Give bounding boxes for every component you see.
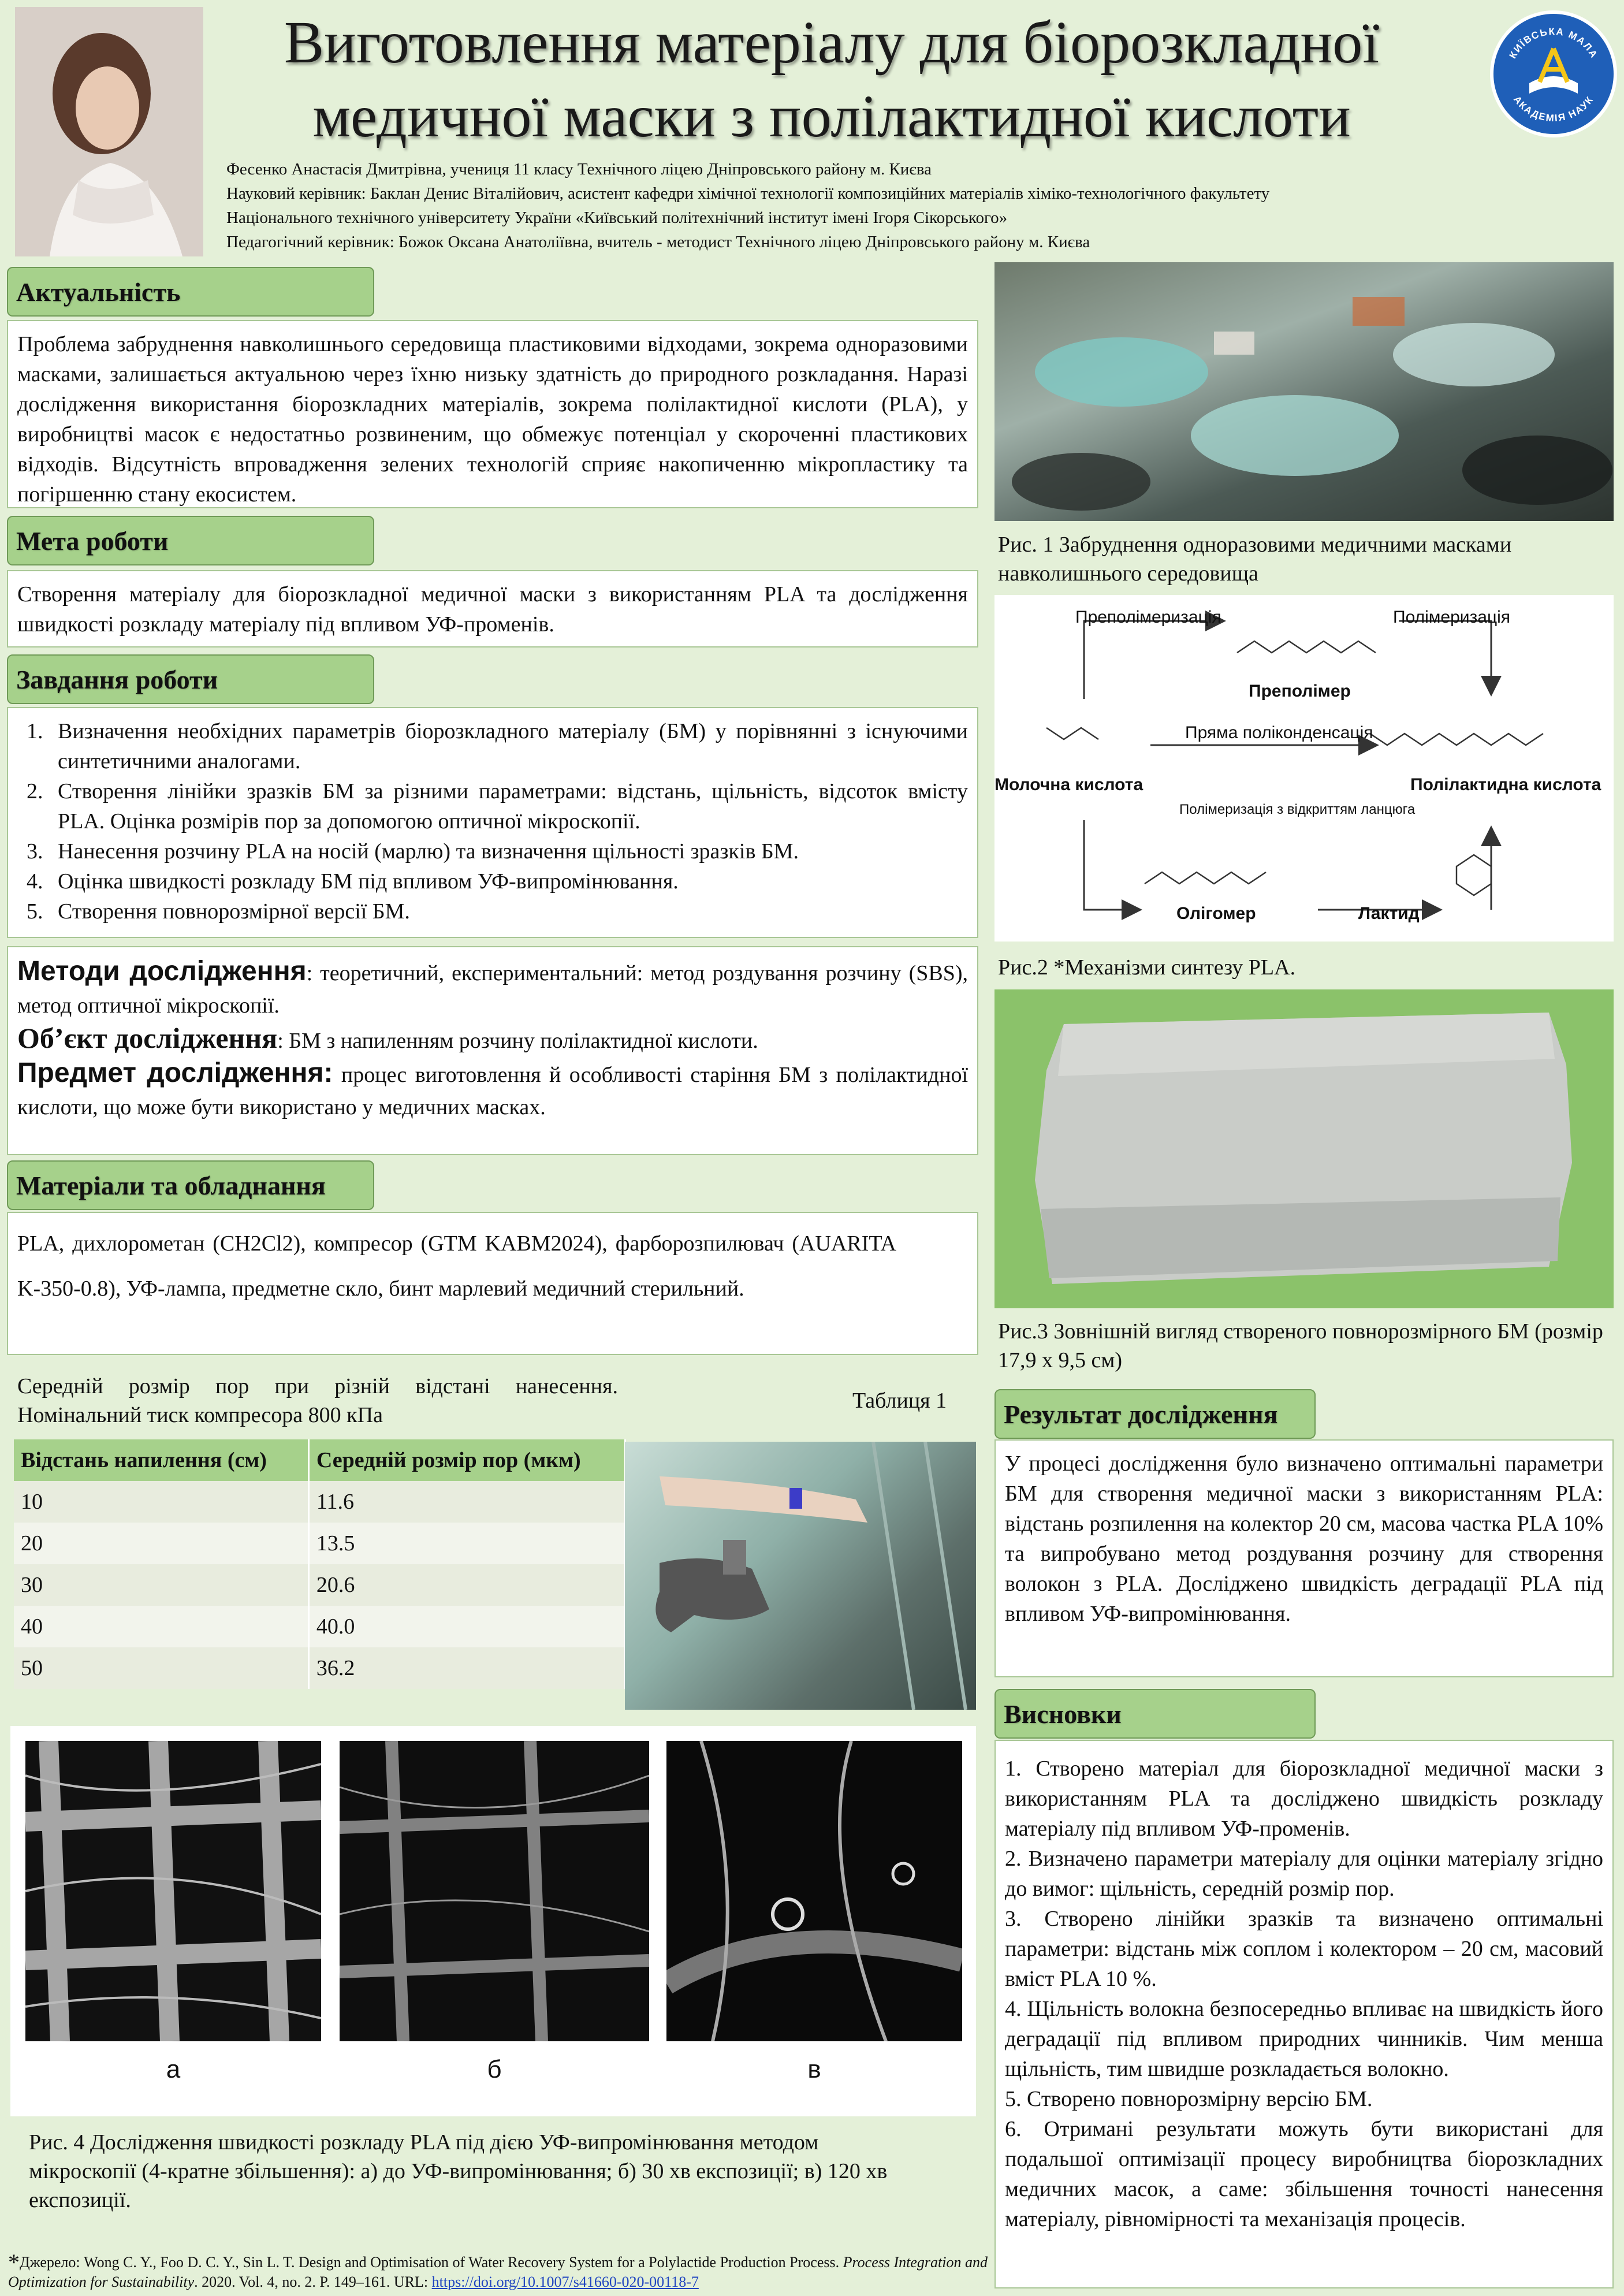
methods-box bbox=[7, 946, 978, 1155]
object-text: : БМ з напиленням розчину полілактидної кислоти. bbox=[277, 1029, 758, 1053]
section-label-conclusions: Висновки bbox=[994, 1689, 1316, 1739]
fig4-caption: Рис. 4 Дослідження швидкості розкладу PLA під дією УФ-випромінювання методом мікроскопії (4-кратне збільшення): а) до УФ-випромінювання; б) 30 хв експозиції; в) 120 хв експозиції. bbox=[29, 2130, 888, 2212]
goal-text: Створення матеріалу для біорозкладної медичної маски з використанням PLA та дослідження швидкості розкладу матеріалу під впливом УФ-променів. bbox=[7, 570, 978, 648]
table-header: Середній розмір пор (мкм) bbox=[308, 1439, 625, 1481]
table-cell: 36.2 bbox=[308, 1647, 625, 1689]
footnote bbox=[8, 2249, 990, 2292]
section-label-materials: Матеріали та обладнання bbox=[7, 1160, 374, 1210]
table-cell: 11.6 bbox=[308, 1481, 625, 1523]
fig2-caption: Рис.2 *Механізми синтезу PLA. bbox=[998, 955, 1296, 980]
fig3-caption: Рис.3 Зовнішній вигляд створеного повнорозмірного БМ (розмір 17,9 х 9,5 см) bbox=[998, 1319, 1603, 1372]
table-cell: 10 bbox=[14, 1481, 308, 1523]
task-item: 3. Нанесення розчину PLA на носій (марлю) та визначення щільності зразків БМ. bbox=[49, 836, 968, 866]
pollution-photo bbox=[994, 262, 1614, 521]
supervisor-line: Науковий керівник: Баклан Денис Віталійович, асистент кафедри хімічної технології композиційних матеріалів хіміко-технологічного факультету bbox=[226, 184, 1270, 203]
conclusion-item: 6. Отримані результати можуть бути використані для подальшої оптимізації процесу виробництва біорозкладних медичних масок, а саме: збільшення точності нанесення матеріалу, рівномірності та механізація процесів. bbox=[1005, 2117, 1603, 2231]
label-direct-polycondensation: Пряма поліконденсація bbox=[1185, 723, 1373, 742]
conclusion-item: 5. Створено повнорозмірну версію БМ. bbox=[1005, 2087, 1373, 2111]
poster-title bbox=[191, 6, 1473, 154]
subject-text: процес виготовлення й особливості старіння БМ з полілактидної кислоти, що може бути використано у медичних масках. bbox=[17, 1063, 969, 1119]
task-item: 5. Створення повнорозмірної версії БМ. bbox=[49, 896, 968, 926]
table-cell: 50 bbox=[14, 1647, 308, 1689]
table-cell: 40 bbox=[14, 1606, 308, 1647]
subject-label: Предмет дослідження: bbox=[17, 1058, 333, 1088]
label-prepolymerization: Преполімеризація bbox=[1075, 608, 1221, 627]
table-row bbox=[14, 1564, 625, 1606]
material-photo bbox=[994, 989, 1614, 1308]
label-polylactic-acid: Полілактидна кислота bbox=[1410, 775, 1601, 794]
conclusion-item: 2. Визначено параметри матеріалу для оцінки матеріалу згідно до вимог: щільність, середній розмір пор. bbox=[1005, 1847, 1603, 1901]
title-line-1: Виготовлення матеріалу для біорозкладної bbox=[284, 9, 1380, 76]
table-cell: 20 bbox=[14, 1523, 308, 1564]
pla-synthesis-scheme bbox=[994, 595, 1614, 942]
section-label-goal: Мета роботи bbox=[7, 516, 374, 565]
label-prepolymer: Преполімер bbox=[1249, 682, 1351, 701]
footnote-text: Джерело: Wong C. Y., Foo D. C. Y., Sin L. T. Design and Optimisation of Water Recovery System for a Polylactide Production Process. bbox=[20, 2254, 843, 2271]
footnote-details: . 2020. Vol. 4, no. 2. P. 149–161. URL: bbox=[194, 2273, 432, 2290]
footnote-doi-link[interactable]: https://doi.org/10.1007/s41660-020-00118-7 bbox=[431, 2273, 699, 2290]
micrograph-c bbox=[666, 1741, 962, 2041]
table1-caption: Середній розмір пор при різній відстані нанесення. Номінальний тиск компресора 800 кПа bbox=[17, 1374, 618, 1427]
footnote-journal: Process Integration and Optimization for Sustainability bbox=[8, 2254, 988, 2290]
svg-text:АКАДЕМІЯ НАУК: АКАДЕМІЯ НАУК bbox=[1511, 94, 1596, 124]
micrograph-a bbox=[25, 1741, 321, 2041]
ped-supervisor-line: Педагогічний керівник: Божок Оксана Анатоліївна, вчитель - методист Технічного ліцею Дніпровського району м. Києва bbox=[226, 233, 1090, 251]
table1-label: Таблиця 1 bbox=[852, 1389, 947, 1413]
results-text: У процесі дослідження було визначено оптимальні параметри БМ для створення медичної маски з використанням PLA: відстань розпилення на колектор 20 см, масова частка PLA 10% та випробувано метод роздування розчину для створення волокон з PLA. Досліджено швидкість деградації PLA під впливом УФ-випромінювання. bbox=[994, 1439, 1614, 1677]
task-item: 2. Створення лінійки зразків БМ за різними параметрами: відстань, щільність, відсоток вмісту PLA. Оцінка розмірів пор за допомогою оптичної мікроскопії. bbox=[49, 776, 968, 836]
table-cell: 13.5 bbox=[308, 1523, 625, 1564]
table-cell: 30 bbox=[14, 1564, 308, 1606]
title-line-2: медичної маски з полілактидної кислоти bbox=[312, 83, 1351, 150]
label-oligomer: Олігомер bbox=[1176, 904, 1256, 923]
object-label: Об’єкт дослідження bbox=[17, 1022, 278, 1054]
footnote-star: * bbox=[8, 2249, 20, 2275]
table-row bbox=[14, 1647, 625, 1689]
table-cell: 20.6 bbox=[308, 1564, 625, 1606]
conclusion-item: 4. Щільність волокна безпосередньо впливає на швидкість його деградації під впливом природних чинників. Чим менша щільність, тим швидше розкладається волокно. bbox=[1005, 1997, 1603, 2081]
materials-text: PLA, дихлорометан (CH2Cl2), компресор (GTM KABM2024), фарборозпилювач (AUARITA K-350-0.8), УФ-лампа, предметне скло, бинт марлевий медичний стерильний. bbox=[7, 1212, 978, 1355]
methods-text: : теоретичний, експериментальний: метод роздування розчину (SBS), метод оптичної мікроскопії. bbox=[17, 961, 968, 1018]
relevance-text: Проблема забруднення навколишнього середовища пластиковими відходами, зокрема одноразовими масками, залишається актуальною через їхню низьку здатність до природного розкладання. Наразі дослідження використання біорозкладних матеріалів, зокрема полілактидної кислоти (PLA), у виробництві масок є недостатньо розвиненим, що обмежує потенціал у скороченні пластикових відходів. Відсутність впровадження зелених технологій сприяє накопиченню мікропластику та погіршенню стану екосистем. bbox=[7, 320, 978, 508]
fig1-caption: Рис. 1 Забруднення одноразовими медичними масками навколишнього середовища bbox=[998, 533, 1512, 586]
conclusion-item: 3. Створено лінійки зразків та визначено оптимальні параметри: відстань між соплом і колектором – 20 см, масовий вміст PLA 10 %. bbox=[1005, 1907, 1603, 1991]
section-label-relevance: Актуальність bbox=[7, 267, 374, 317]
svg-text:КИЇВСЬКА МАЛА: КИЇВСЬКА МАЛА bbox=[1507, 25, 1600, 61]
section-label-tasks: Завдання роботи bbox=[7, 654, 374, 704]
conclusion-item: 1. Створено матеріал для біорозкладної медичної маски з використанням PLA та досліджено швидкість розкладу матеріалу під впливом УФ-променів. bbox=[1005, 1757, 1603, 1841]
table-row bbox=[14, 1481, 625, 1523]
label-lactide: Лактид bbox=[1358, 904, 1420, 923]
micrograph-c-label: в bbox=[807, 2055, 821, 2083]
tasks-list-box bbox=[7, 707, 978, 938]
table-header: Відстань напилення (см) bbox=[14, 1439, 308, 1481]
university-line: Національного технічного університету України «Київський політехнічний інститут імені Ігоря Сікорського» bbox=[226, 209, 1008, 227]
micrograph-panel bbox=[10, 1726, 976, 2116]
author-photo bbox=[15, 7, 203, 256]
micrograph-a-label: а bbox=[166, 2055, 181, 2083]
table-row bbox=[14, 1606, 625, 1647]
authors-block bbox=[226, 157, 1468, 254]
label-polymerization: Полімеризація bbox=[1393, 608, 1511, 627]
kyiv-mala-akademia-logo bbox=[1490, 10, 1617, 137]
table-row bbox=[14, 1523, 625, 1564]
tasks-list bbox=[8, 716, 968, 926]
micrograph-b bbox=[340, 1741, 649, 2041]
methods-label: Методи дослідження bbox=[17, 956, 307, 987]
micrograph-b-label: б bbox=[487, 2055, 502, 2083]
author-line: Фесенко Анастасія Дмитрівна, учениця 11 класу Технічного ліцею Дніпровського району м. Києва bbox=[226, 160, 932, 178]
table-cell: 40.0 bbox=[308, 1606, 625, 1647]
task-item: 4. Оцінка швидкості розкладу БМ під впливом УФ-випромінювання. bbox=[49, 866, 968, 896]
section-label-results: Результат дослідження bbox=[994, 1389, 1316, 1439]
pore-size-table bbox=[14, 1439, 626, 1689]
label-lactic-acid: Молочна кислота bbox=[994, 775, 1143, 794]
label-ring-opening: Полімеризація з відкриттям ланцюга bbox=[1179, 802, 1416, 817]
conclusions-box bbox=[994, 1740, 1614, 2288]
spraying-photo bbox=[625, 1442, 976, 1710]
task-item: 1. Визначення необхідних параметрів біорозкладного матеріалу (БМ) у порівнянні з існуючими синтетичними аналогами. bbox=[49, 716, 968, 776]
